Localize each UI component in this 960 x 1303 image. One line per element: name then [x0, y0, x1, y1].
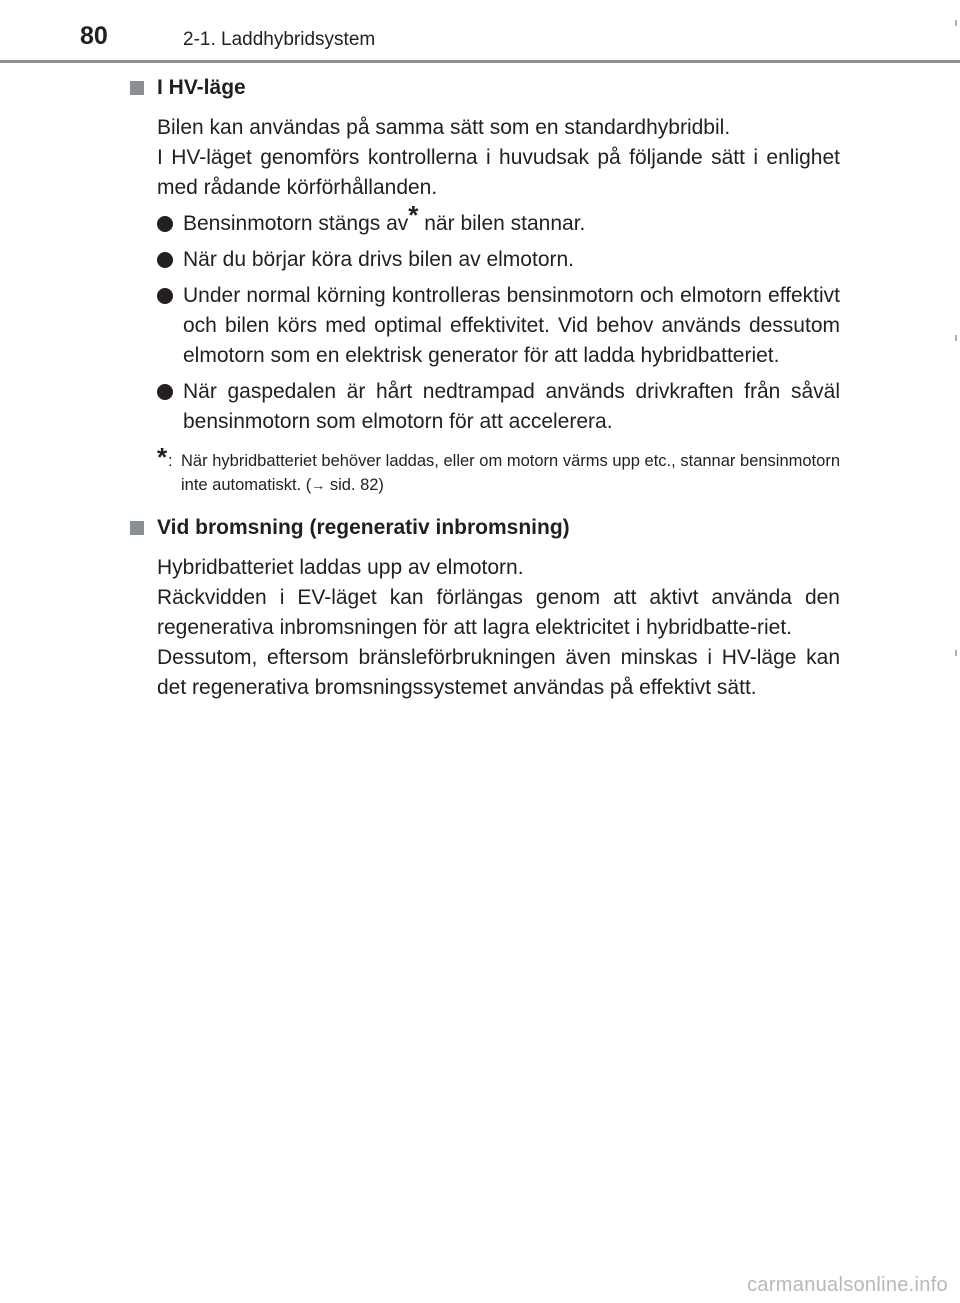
page-number: 80 — [80, 22, 108, 50]
footnote-page-ref: sid. 82) — [325, 476, 384, 494]
asterisk-marker: * — [408, 200, 419, 230]
footnote-colon: : — [168, 452, 173, 470]
list-item — [130, 200, 840, 239]
heading-hv-mode — [130, 73, 840, 103]
page-header — [0, 0, 960, 62]
square-bullet-icon — [130, 81, 144, 95]
edge-mark — [955, 335, 957, 341]
heading-hv-mode-text: I HV-läge — [157, 76, 246, 99]
list-item — [130, 377, 840, 437]
footnote-text: När hybridbatteriet behöver laddas, eller om motorn värms upp etc., stannar bensinmotorn inte automatiskt. ( — [181, 452, 840, 494]
footnote-marker — [157, 442, 168, 472]
list-item — [130, 245, 840, 275]
list-item — [130, 281, 840, 371]
bullet-text: Bensinmotorn stängs av — [183, 212, 409, 235]
asterisk-marker: * — [157, 442, 168, 472]
braking-paragraph-3: Dessutom, eftersom bränsleförbrukningen även minskas i HV-läge kan det regenerativa bromsningssystemet användas på effektivt sätt. — [157, 646, 840, 699]
bullet-dot-icon — [157, 384, 173, 400]
arrow-right-icon: → — [311, 477, 326, 493]
edge-mark — [955, 650, 957, 656]
header-divider — [0, 60, 960, 63]
footnote — [130, 442, 840, 497]
page-content — [130, 73, 840, 703]
bullet-text-end: när bilen stannar. — [418, 212, 586, 235]
hv-paragraph-1: Bilen kan användas på samma sätt som en standardhybridbil. — [157, 116, 731, 139]
bullet-text: När du börjar köra drivs bilen av elmotorn. — [183, 248, 575, 271]
bullet-text: När gaspedalen är hårt nedtrampad används drivkraften från såväl bensinmotorn som elmotorn för att accelerera. — [183, 380, 840, 433]
bullet-dot-icon — [157, 216, 173, 232]
heading-regenerative-braking — [130, 513, 840, 543]
section-title: 2-1. Laddhybridsystem — [183, 29, 376, 50]
hv-paragraph-2: I HV-läget genomförs kontrollerna i huvudsak på följande sätt i enlighet med rådande körförhållanden. — [157, 146, 840, 199]
bullet-text: Under normal körning kontrolleras bensinmotorn och elmotorn effektivt och bilen körs med optimal effektivitet. Vid behov används dessutom elmotorn som en elektrisk generator för att ladda hybridbatteriet. — [183, 284, 840, 367]
heading-regenerative-braking-text: Vid bromsning (regenerativ inbromsning) — [157, 516, 570, 539]
square-bullet-icon — [130, 521, 144, 535]
braking-paragraph-2: Räckvidden i EV-läget kan förlängas genom att aktivt använda den regenerativa inbromsningen för att lagra elektricitet i hybridbatte-riet. — [157, 586, 840, 639]
braking-paragraph-1: Hybridbatteriet laddas upp av elmotorn. — [157, 556, 524, 579]
bullet-dot-icon — [157, 252, 173, 268]
watermark: carmanualsonline.info — [747, 1274, 948, 1296]
hv-bullet-list — [130, 200, 840, 437]
edge-mark — [955, 20, 957, 26]
bullet-dot-icon — [157, 288, 173, 304]
